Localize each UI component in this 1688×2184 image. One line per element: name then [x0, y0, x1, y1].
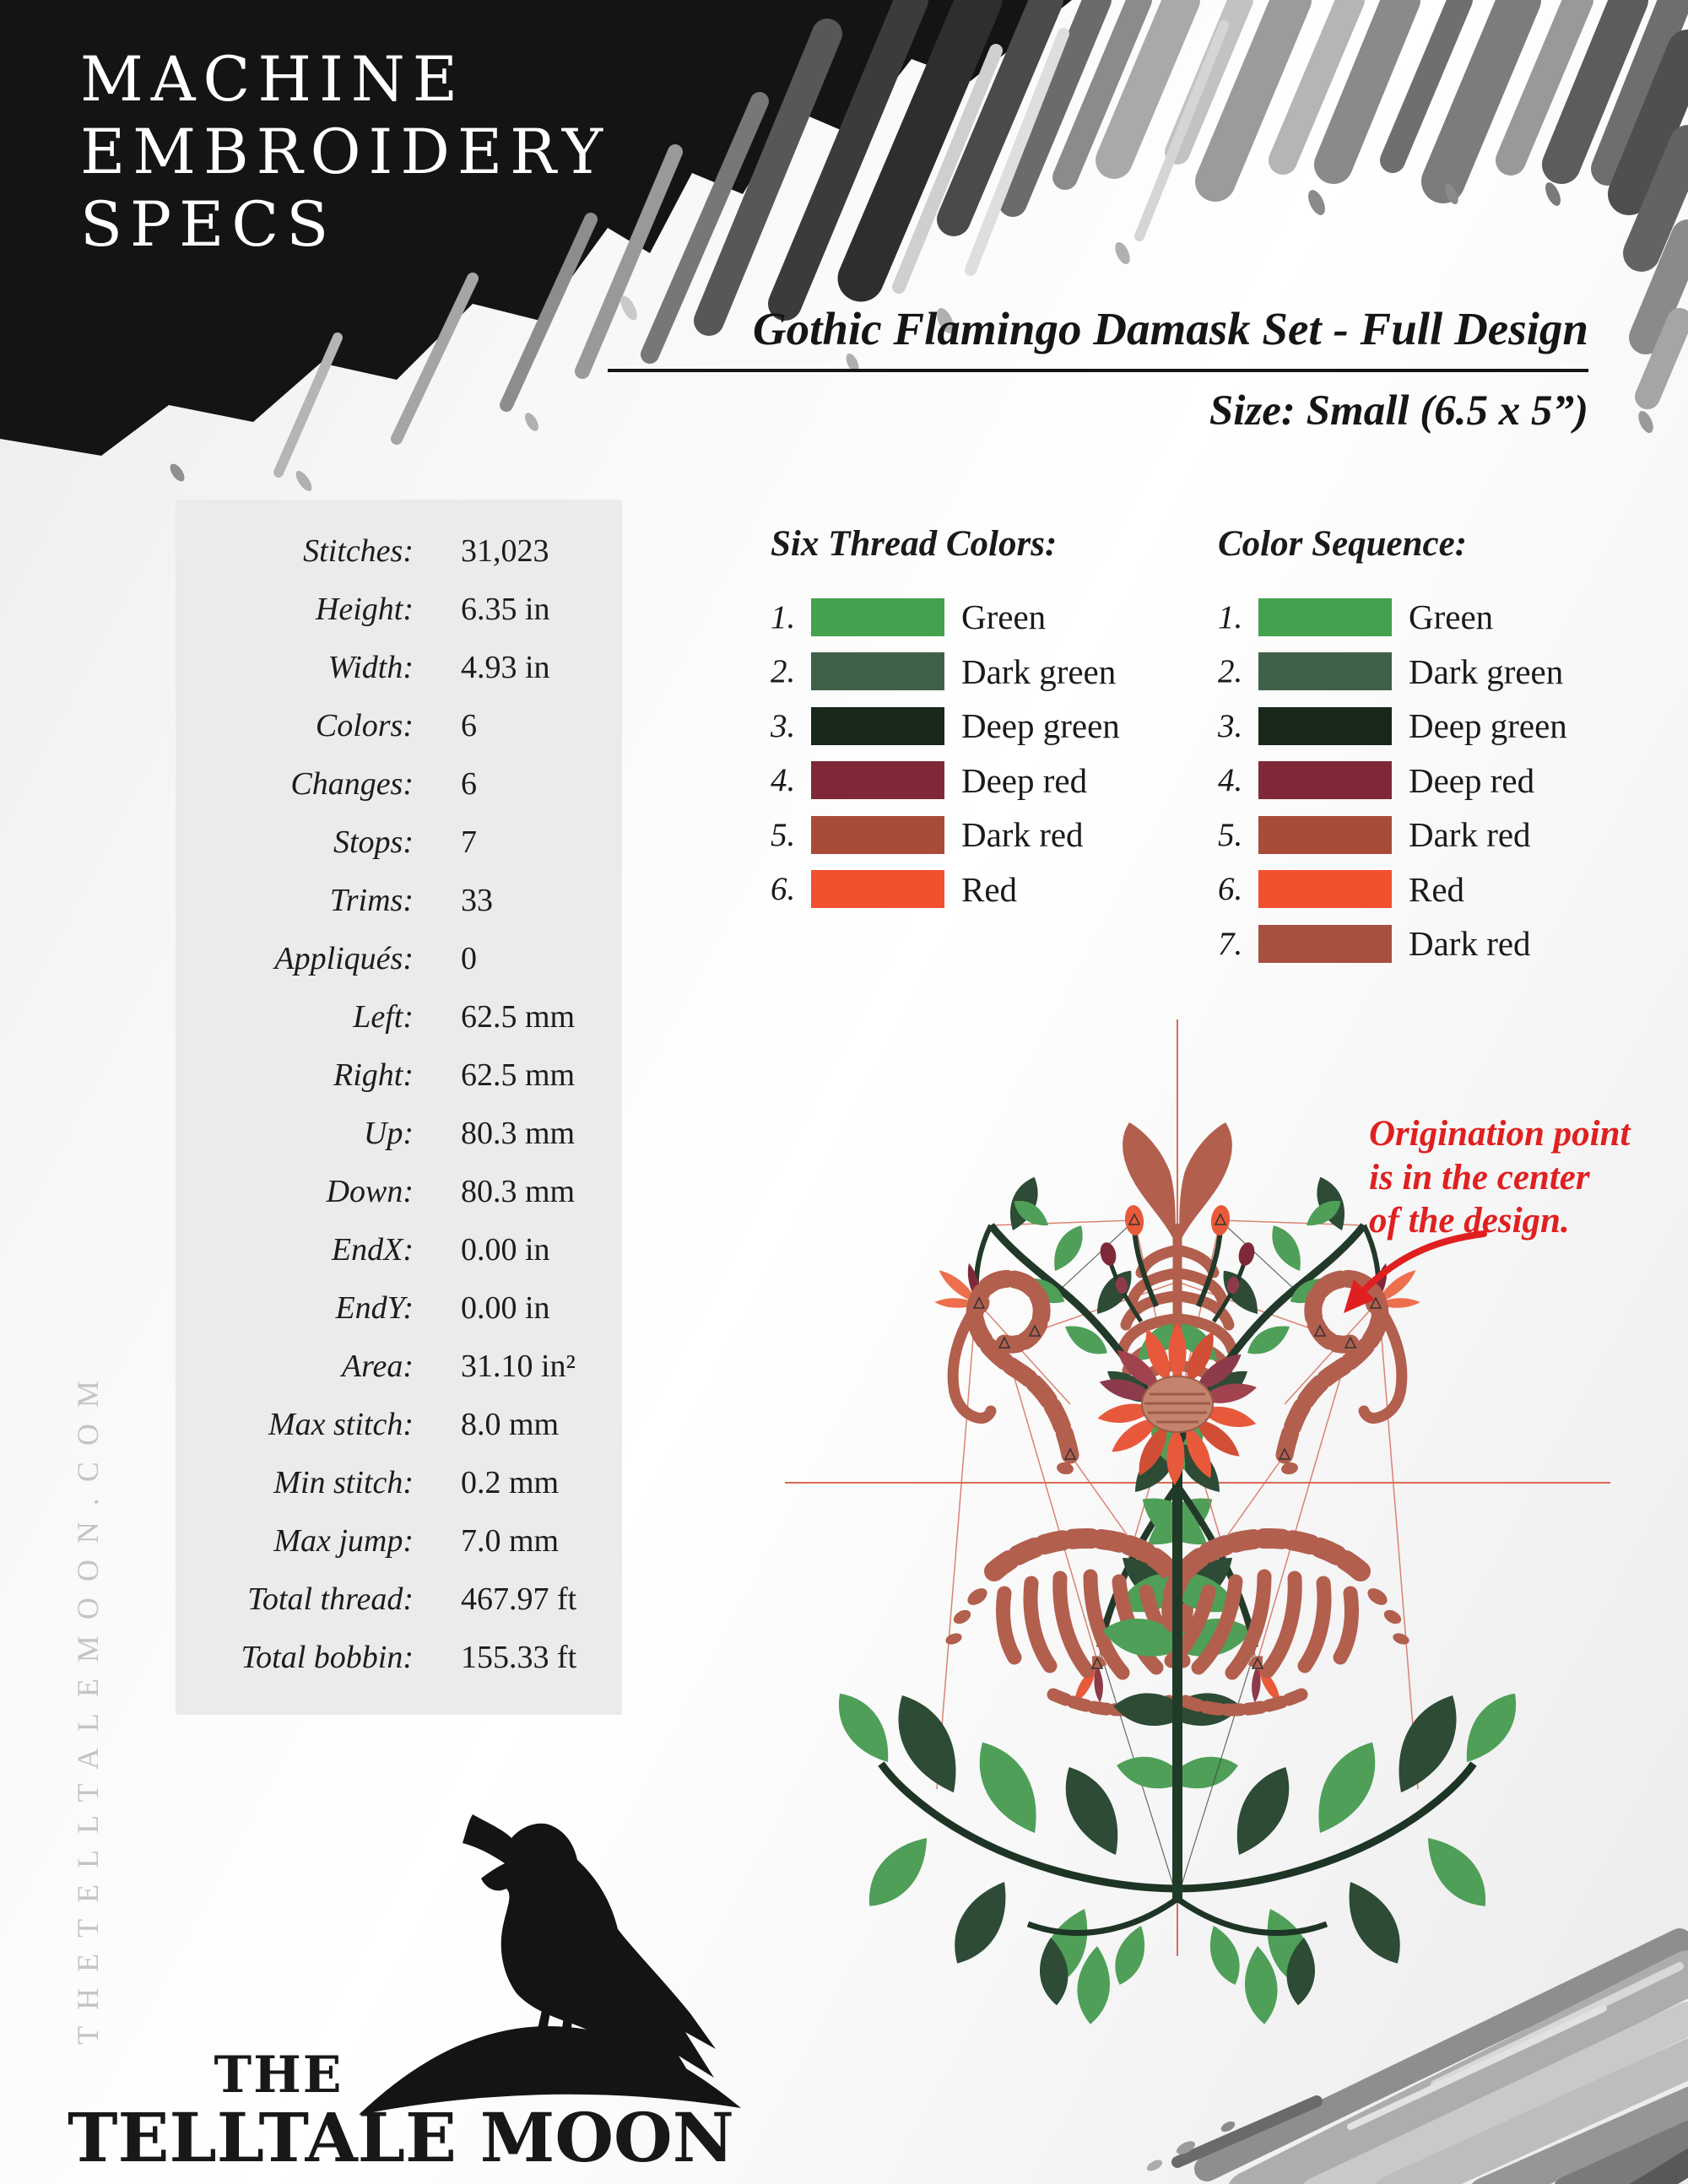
stat-value: 8.0 mm [461, 1406, 560, 1442]
stat-value: 31.10 in² [461, 1348, 576, 1384]
stat-label: Max jump: [273, 1522, 414, 1559]
sequence-color-name: Deep green [1409, 706, 1567, 746]
sequence-color-name: Dark green [1409, 651, 1564, 691]
stat-row [176, 522, 622, 580]
thread-color-number: 3. [771, 707, 796, 744]
thread-color-number: 5. [771, 816, 796, 853]
thread-colors-heading: Six Thread Colors: [771, 524, 1058, 564]
sequence-color-name: Deep red [1409, 760, 1535, 800]
stat-label: Total bobbin: [241, 1639, 414, 1675]
stat-value: 62.5 mm [461, 998, 576, 1035]
stat-row [176, 696, 622, 754]
sequence-color-number: 1. [1218, 598, 1243, 635]
size-label: Size: Small (6.5 x 5”) [1209, 387, 1588, 435]
logo-text-telltale-moon: TELLTALE MOON [68, 2098, 734, 2177]
color-sequence-list [1218, 590, 1567, 971]
sequence-color-number: 7. [1218, 925, 1243, 962]
stat-row [176, 929, 622, 987]
sequence-color-item [1218, 590, 1567, 645]
sequence-color-swatch [1258, 870, 1392, 908]
thread-color-swatch [811, 707, 944, 745]
stat-label: Up: [363, 1115, 414, 1151]
stat-label: Colors: [315, 707, 414, 743]
stat-value: 0.2 mm [461, 1464, 560, 1500]
stat-label: Area: [341, 1348, 414, 1384]
stat-value: 33 [461, 882, 493, 918]
thread-color-swatch [811, 816, 944, 854]
thread-color-name: Red [961, 869, 1018, 909]
thread-color-number: 1. [771, 598, 796, 635]
thread-color-name: Deep green [961, 706, 1120, 746]
thread-color-item [771, 699, 1120, 754]
stat-label: Width: [327, 649, 414, 685]
thread-color-item [771, 590, 1120, 645]
stat-value: 7.0 mm [461, 1522, 560, 1559]
stat-row [176, 1628, 622, 1686]
sequence-color-number: 2. [1218, 653, 1243, 690]
thread-color-swatch [811, 870, 944, 908]
logo-text-the: THE [214, 2046, 344, 2105]
thread-color-number: 6. [771, 871, 796, 908]
sequence-color-number: 4. [1218, 762, 1243, 799]
stat-label: Min stitch: [273, 1464, 414, 1500]
stat-label: Height: [315, 591, 414, 627]
stat-row [176, 1570, 622, 1628]
thread-color-swatch [811, 652, 944, 690]
color-sequence-heading: Color Sequence: [1218, 524, 1468, 564]
stat-label: Changes: [290, 765, 414, 802]
sequence-color-swatch [1258, 707, 1392, 745]
sequence-color-item [1218, 754, 1567, 808]
stat-label: Trims: [329, 882, 414, 918]
stat-label: Left: [353, 998, 414, 1035]
stat-label: Right: [333, 1057, 414, 1093]
sequence-color-swatch [1258, 816, 1392, 854]
thread-color-name: Dark green [961, 651, 1117, 691]
stat-value: 31,023 [461, 532, 549, 569]
sequence-color-number: 5. [1218, 816, 1243, 853]
stat-label: Max stitch: [268, 1406, 414, 1442]
origination-annotation [1369, 1112, 1647, 1243]
page-title [80, 44, 610, 262]
annotation-line: Origination point [1369, 1114, 1631, 1154]
annotation-line: of the design. [1369, 1201, 1570, 1241]
page-title-line: MACHINE [80, 44, 465, 116]
stat-row [176, 1279, 622, 1337]
title-divider [608, 369, 1588, 372]
stat-value: 80.3 mm [461, 1173, 576, 1209]
stat-row [176, 1104, 622, 1162]
stat-row [176, 1046, 622, 1104]
stat-row [176, 1395, 622, 1453]
stat-value: 0.00 in [461, 1231, 550, 1268]
stat-row [176, 813, 622, 871]
stat-label: Stops: [333, 824, 414, 860]
stat-value: 6 [461, 707, 477, 743]
sequence-color-name: Dark red [1409, 815, 1531, 855]
stat-value: 6 [461, 765, 477, 802]
thread-color-name: Deep red [961, 760, 1088, 800]
thread-color-number: 2. [771, 653, 796, 690]
stat-value: 0 [461, 940, 477, 976]
stat-value: 4.93 in [461, 649, 550, 685]
sequence-color-item [1218, 862, 1567, 917]
thread-color-name: Green [961, 597, 1047, 637]
stat-value: 155.33 ft [461, 1639, 577, 1675]
stat-label: Down: [326, 1173, 414, 1209]
sequence-color-item [1218, 699, 1567, 754]
stat-row [176, 871, 622, 929]
stats-panel [176, 500, 622, 1715]
telltale-moon-logo-icon [359, 1814, 741, 2115]
thread-colors-list [771, 590, 1120, 916]
stat-label: Stitches: [303, 532, 414, 569]
stat-value: 62.5 mm [461, 1057, 576, 1093]
stat-row [176, 1453, 622, 1511]
website-vertical-text: THETELLTALEMOON.COM [71, 1365, 105, 2045]
stat-value: 6.35 in [461, 591, 550, 627]
stat-value: 80.3 mm [461, 1115, 576, 1151]
stat-value: 7 [461, 824, 477, 860]
stat-label: Total thread: [247, 1581, 414, 1617]
stat-label: Appliqués: [274, 940, 414, 976]
page-title-line: SPECS [80, 189, 337, 261]
stat-row [176, 580, 622, 638]
thread-color-swatch [811, 761, 944, 799]
stat-row [176, 754, 622, 813]
annotation-line: is in the center [1369, 1157, 1590, 1197]
thread-color-number: 4. [771, 762, 796, 799]
stat-value: 0.00 in [461, 1289, 550, 1326]
stat-label: EndY: [335, 1289, 414, 1326]
sequence-color-name: Red [1409, 869, 1465, 909]
sequence-color-number: 6. [1218, 871, 1243, 908]
thread-color-name: Dark red [961, 815, 1084, 855]
sequence-color-name: Dark red [1409, 924, 1531, 964]
stats-list [176, 522, 622, 1686]
thread-color-item [771, 862, 1120, 917]
sequence-color-swatch [1258, 925, 1392, 963]
thread-colors-section [771, 523, 1120, 916]
stat-row [176, 1511, 622, 1570]
thread-color-item [771, 645, 1120, 700]
stat-value: 467.97 ft [461, 1581, 577, 1617]
sequence-color-number: 3. [1218, 707, 1243, 744]
sequence-color-name: Green [1409, 597, 1494, 637]
stat-row [176, 1337, 622, 1395]
sequence-color-item [1218, 916, 1567, 971]
sequence-color-item [1218, 808, 1567, 862]
sequence-color-item [1218, 645, 1567, 700]
stat-row [176, 638, 622, 696]
stat-row [176, 1162, 622, 1220]
sequence-color-swatch [1258, 598, 1392, 636]
design-title: Gothic Flamingo Damask Set - Full Design [752, 303, 1588, 354]
thread-color-item [771, 808, 1120, 862]
color-sequence-section [1218, 523, 1567, 971]
thread-color-swatch [811, 598, 944, 636]
stat-row [176, 987, 622, 1046]
sequence-color-swatch [1258, 761, 1392, 799]
thread-color-item [771, 754, 1120, 808]
stat-row [176, 1220, 622, 1279]
embroidery-design-graphic [825, 1122, 1528, 2025]
stat-label: EndX: [331, 1231, 414, 1268]
sequence-color-swatch [1258, 652, 1392, 690]
page-title-line: EMBROIDERY [80, 116, 611, 188]
